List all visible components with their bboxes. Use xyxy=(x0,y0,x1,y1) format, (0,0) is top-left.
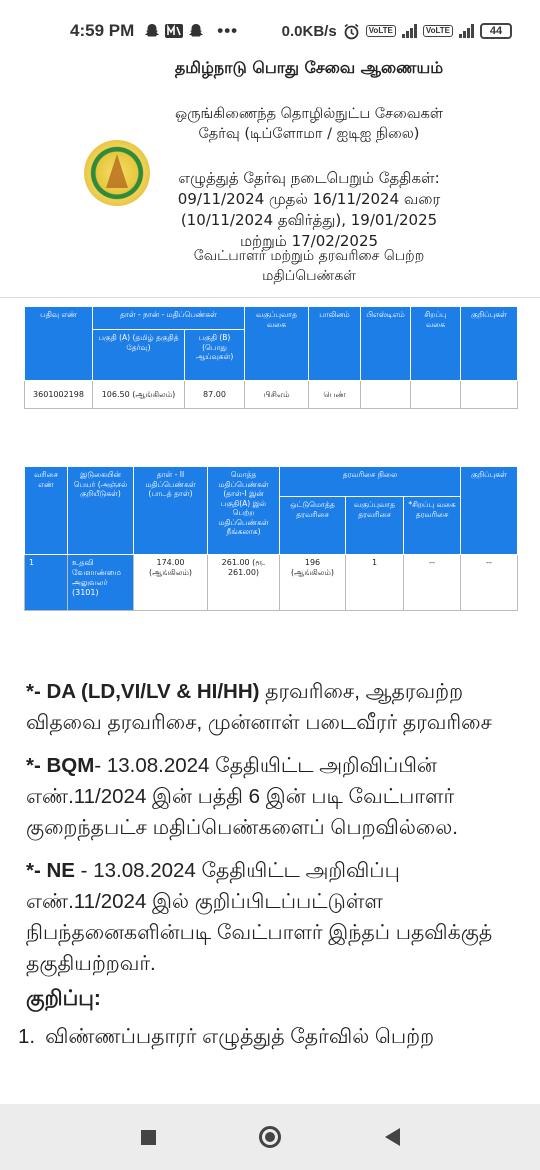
cell-community: பிசிஎம் xyxy=(245,381,309,409)
candidate-marks-table xyxy=(24,306,518,409)
note-da-code: *- DA (LD,VI/LV & HI/HH) xyxy=(26,680,260,703)
header-overall-rank: ஒட்டுமொத்த தரவரிசை xyxy=(280,497,346,555)
header-exam-dates: எழுத்துத் தேர்வு நடைபெறும் தேதிகள்: 09/11/2024 முதல் 16/11/2024 வரை (10/11/2024 தவிர்த்து), 19/01/2025 மற்றும் 17/02/2025 xyxy=(177,169,441,250)
note-ne-code: *- NE xyxy=(26,859,75,882)
header-subtitle: வேட்பாளர் மற்றும் தரவரிசை பெற்ற மதிப்பெண்கள் xyxy=(193,248,425,284)
cell-pstm xyxy=(361,381,411,409)
cell-part-a: 106.50 (ஆங்கிலம்) xyxy=(93,381,185,409)
cell-special-rank: -- xyxy=(404,555,461,611)
tn-government-emblem-icon xyxy=(84,140,150,206)
table-row xyxy=(25,381,518,409)
more-dots-icon: ••• xyxy=(217,21,239,40)
table-row xyxy=(25,555,518,611)
back-icon xyxy=(385,1128,400,1146)
header-exam-name: ஒருங்கிணைந்த தொழில்நுட்ப சேவைகள் தேர்வு (டிப்ளோமா / ஐடிஐ நிலை) xyxy=(174,106,444,142)
note-bqm-text: - 13.08.2024 தேதியிட்ட அறிவிப்பின் எண்.11/2024 இன் பத்தி 6 இன் படி வேட்பாளர் குறைந்தபட்ச மதிப்பெண்களைப் பெறவில்லை. xyxy=(26,754,458,839)
volte-icon: VoLTE xyxy=(366,25,396,37)
signal-icon xyxy=(402,24,417,38)
cell-rank-no: 1 xyxy=(25,555,68,611)
cell-remarks: -- xyxy=(461,555,518,611)
cell-overall-rank: 196 (ஆங்கிலம்) xyxy=(280,555,346,611)
note-ne-text: - 13.08.2024 தேதியிட்ட அறிவிப்பு எண்.11/2024 இல் குறிப்பிடப்பட்டுள்ள நிபந்தனைகளின்படி வேட்பாளர் இந்தப் பதவிக்குத் தகுதியற்றவர். xyxy=(26,859,493,975)
cell-post-name: உதவி வேளாண்மை அலுவலர் (3101) xyxy=(68,555,134,611)
notification-icons xyxy=(144,21,238,41)
header-reg-no: பதிவு எண் xyxy=(25,307,93,381)
header-paper1-marks: தாள் - நான் - மதிப்பெண்கள் xyxy=(93,307,245,330)
cell-special xyxy=(411,381,461,409)
note-bqm xyxy=(26,750,522,843)
header-rank-no: வரிசை எண் xyxy=(25,467,68,555)
status-right xyxy=(282,23,512,40)
header-part-a: பகுதி (A) (தமிழ் தகுதித் தேர்வு) xyxy=(93,330,185,381)
list-item-text: விண்ணப்பதாரர் எழுத்துத் தேர்வில் பெற்ற xyxy=(45,1025,435,1048)
recent-apps-icon xyxy=(141,1130,156,1145)
snapchat-icon xyxy=(188,23,204,39)
note-da-text: தரவரிசை, ஆதரவற்ற விதவை தரவரிசை, முன்னாள் படைவீரர் தரவரிசை xyxy=(26,680,492,734)
header-remarks: குறிப்புகள் xyxy=(461,467,518,555)
header-remarks: குறிப்புகள் xyxy=(461,307,518,381)
header-ranking-status: தரவரிசை நிலை xyxy=(280,467,461,497)
header-total-marks: மொத்த மதிப்பெண்கள் (தாள்-I இன் பகுதி(A) இல் பெற்ற மதிப்பெண்கள் நீங்கலாக) xyxy=(208,467,280,555)
app-m-icon xyxy=(165,24,183,38)
volte-icon: VoLTE xyxy=(423,25,453,37)
notes-section xyxy=(18,676,522,1051)
header-post-name: இடுகையின் பெயர் (அஞ்சல் குறியீடுகள்) xyxy=(68,467,134,555)
ranking-table xyxy=(24,466,518,611)
recent-apps-button[interactable] xyxy=(128,1117,168,1157)
cell-community-rank: 1 xyxy=(346,555,404,611)
cell-paper2-marks: 174.00 (ஆங்கிலம்) xyxy=(134,555,208,611)
signal-icon xyxy=(459,24,474,38)
battery-icon: 44 xyxy=(480,23,512,39)
cell-total-marks: 261.00 (ரூ. 261.00) xyxy=(208,555,280,611)
cell-gender: பெண் xyxy=(309,381,361,409)
header-paper2-marks: தாள் - II மதிப்பெண்கள் (பாடத் தாள்) xyxy=(134,467,208,555)
header-part-b: பகுதி (B) (பொது ஆய்வுகள்) xyxy=(185,330,245,381)
status-time: 4:59 PM xyxy=(70,21,135,40)
header-special-category: சிறப்பு வகை xyxy=(411,307,461,381)
network-speed: 0.0KB/s xyxy=(281,22,337,40)
status-bar xyxy=(0,0,540,62)
cell-part-b: 87.00 xyxy=(185,381,245,409)
header-commission-name: தமிழ்நாடு பொது சேவை ஆணையம் xyxy=(174,58,444,77)
snapchat-icon xyxy=(144,23,160,39)
system-nav-bar xyxy=(0,1104,540,1170)
alarm-icon xyxy=(343,23,360,40)
header-community: வகுப்புவாத வகை xyxy=(245,307,309,381)
back-button[interactable] xyxy=(372,1117,412,1157)
list-item-number: 1. xyxy=(18,1025,36,1048)
header-special-rank: *சிறப்பு வகை தரவரிசை xyxy=(404,497,461,555)
document-header xyxy=(0,56,540,286)
header-pstm: பிஎஸ்டிஎம் xyxy=(361,307,411,381)
header-gender: பாலினம் xyxy=(309,307,361,381)
notes-heading: குறிப்பு: xyxy=(26,987,101,1010)
note-ne xyxy=(26,855,522,979)
header-divider xyxy=(0,297,540,298)
home-button[interactable] xyxy=(250,1117,290,1157)
note-bqm-code: *- BQM xyxy=(26,754,95,777)
header-community-rank: வகுப்புவாத தரவரிசை xyxy=(346,497,404,555)
cell-remarks xyxy=(461,381,518,409)
cell-reg-no: 3601002198 xyxy=(25,381,93,409)
list-item xyxy=(18,1025,522,1051)
note-da xyxy=(26,676,522,738)
home-icon xyxy=(259,1126,281,1148)
notes-list xyxy=(18,1025,522,1051)
